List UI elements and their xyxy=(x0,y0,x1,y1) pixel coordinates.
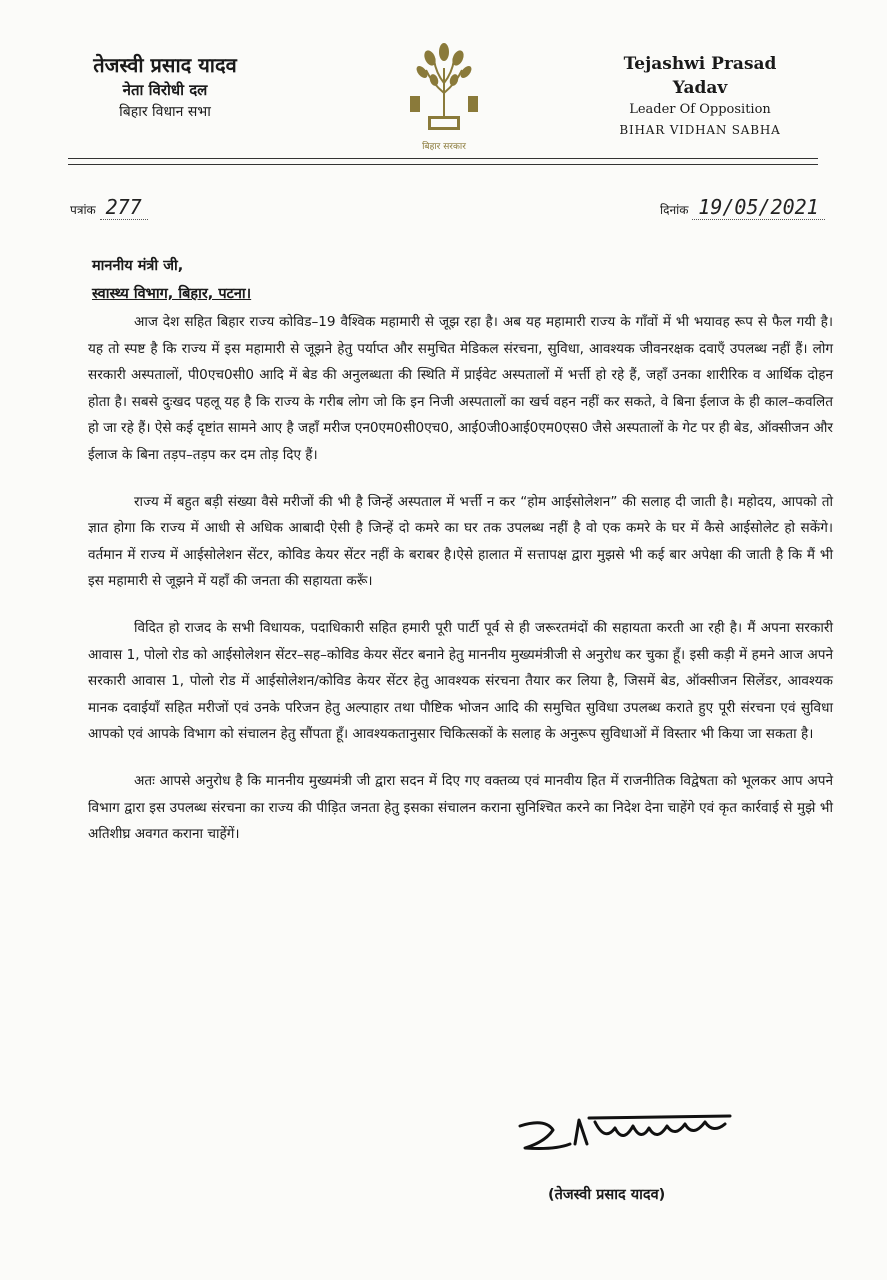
letter-body xyxy=(88,309,833,868)
body-paragraph-3: विदित हो राजद के सभी विधायक, पदाधिकारी सहित हमारी पूरी पार्टी पूर्व से ही जरूरतमंदों की सहायता करती आ रही है। मैं अपना सरकारी आवास 1, पोलो रोड को आईसोलेशन सेंटर–सह–कोविड केयर सेंटर बनाने हेतु माननीय मुख्यमंत्रीजी से अनुरोध कर चुका हूँ। इसी कड़ी में हमने आज अपने सरकारी आवास 1, पोलो रोड में आईसोलेशन/कोविड केयर सेंटर हेतु आवश्यक संरचना तैयार कर लिया है, जिसमें बेड, ऑक्सीजन सिलेंडर, आवश्यक मानक दवाईयाँ सहित मरीजों एवं उनके परिजन हेतु अल्पाहार तथा पौष्टिक भोजन आदि की समुचित सुविधा उपलब्ध कराते हुए पूरी संरचना एवं सुविधा आपको एवं आपके विभाग को संचालन हेतु सौंपता हूँ। आवश्यकतानुसार चिकित्सकों के सलाह के अनुरूप सुविधाओं में विस्तार भी किया जा सकता है। xyxy=(88,619,833,743)
body-paragraph-1: आज देश सहित बिहार राज्य कोविड–19 वैश्विक महामारी से जूझ रहा है। अब यह महामारी राज्य के गाँवों में भी भयावह रूप से फैल गयी है। यह तो स्पष्ट है कि राज्य में इस महामारी से जूझने हेतु पर्याप्त और समुचित मेडिकल संरचना, सुविधा, आवश्यक जीवनरक्षक दवाएँ उपलब्ध नहीं हैं। लोग सरकारी अस्पतालों, पी0एच0सी0 आदि में बेड की अनुलब्धता की स्थिति में प्राईवेट अस्पतालों में भर्त्ती हो रहे हैं, जहाँ उनका शारीरिक व आर्थिक दोहन होता है। सबसे दुःखद पहलू यह है कि राज्य के गरीब लोग जो कि इन निजी अस्पतालों का खर्च वहन नहीं कर सकते, वे बिना ईलाज के ही काल–कवलित हो जा रहे हैं। ऐसे कई दृष्टांत सामने आए है जहाँ मरीज एन0एम0सी0एच0, आई0जी0आई0एम0एस0 जैसे अस्पतालों के गेट पर ही बेड, ऑक्सीजन और ईलाज के बिना तड़प–तड़प कर दम तोड़ दिए हैं। xyxy=(88,314,833,463)
addressee-line-1: माननीय मंत्री जी, xyxy=(92,258,184,274)
header-divider xyxy=(68,158,818,159)
letterhead-left xyxy=(70,52,260,123)
addressee-block xyxy=(92,252,251,308)
bodhi-tree-emblem-icon xyxy=(404,38,484,138)
body-paragraph-2: राज्य में बहुत बड़ी संख्या वैसे मरीजों की भी है जिन्हें अस्पताल में भर्त्ती न कर “होम आईसोलेशन” की सलाह दी जाती है। महोदय, आपको तो ज्ञात होगा कि राज्य में आधी से अधिक आबादी ऐसी है जिन्हें दो कमरे का घर तक उपलब्ध नहीं है वो एक कमरे के घर में कैसे आईसोलेट हो सकेंगे। वर्तमान में राज्य में आईसोलेशन सेंटर, कोविड केयर सेंटर नहीं के बराबर है।ऐसे हालात में सत्तापक्ष द्वारा मुझसे भी कई बार अपेक्षा की जाती है कि मैं भी इस महामारी से जूझने में यहाँ की जनता की सहायता करूँ। xyxy=(88,493,834,590)
reference-value: 277 xyxy=(105,195,142,219)
body-paragraph-4: अतः आपसे अनुरोध है कि माननीय मुख्यमंत्री जी द्वारा सदन में दिए गए वक्तव्य एवं मानवीय हित में राजनीतिक विद्वेषता को भूलकर आप अपने विभाग द्वारा इस उपलब्ध संरचना का राज्य की पीड़ित जनता हेतु इसका संचालन कराना सुनिश्चित करने का निदेश देना चाहेंगे एवं कृत कार्रवाई से मुझे भी अतिशीघ्र अवगत कराना चाहेंगें। xyxy=(88,772,833,843)
sender-role-english: Leader Of Opposition xyxy=(629,102,771,117)
sender-house-english: BIHAR VIDHAN SABHA xyxy=(619,123,781,137)
header-divider-second xyxy=(68,164,818,165)
date-value: 19/05/2021 xyxy=(698,195,819,219)
letter-date xyxy=(660,195,825,220)
sender-name-hindi: तेजस्वी प्रसाद यादव xyxy=(93,53,237,77)
sender-name-english: Tejashwi Prasad Yadav xyxy=(623,54,777,98)
logo-caption: बिहार सरकार xyxy=(422,142,466,152)
sender-role-hindi: नेता विरोधी दल xyxy=(122,81,208,99)
date-label: दिनांक xyxy=(660,203,689,217)
sender-house-hindi: बिहार विधान सभा xyxy=(119,104,211,120)
letterhead-right xyxy=(600,52,800,140)
signatory-name: (तेजस्वी प्रसाद यादव) xyxy=(548,1187,666,1203)
bihar-emblem-logo xyxy=(398,38,490,158)
handwritten-signature xyxy=(515,1108,745,1170)
reference-label: पत्रांक xyxy=(70,203,96,217)
reference-number xyxy=(70,195,148,220)
addressee-line-2: स्वास्थ्य विभाग, बिहार, पटना। xyxy=(92,286,252,302)
